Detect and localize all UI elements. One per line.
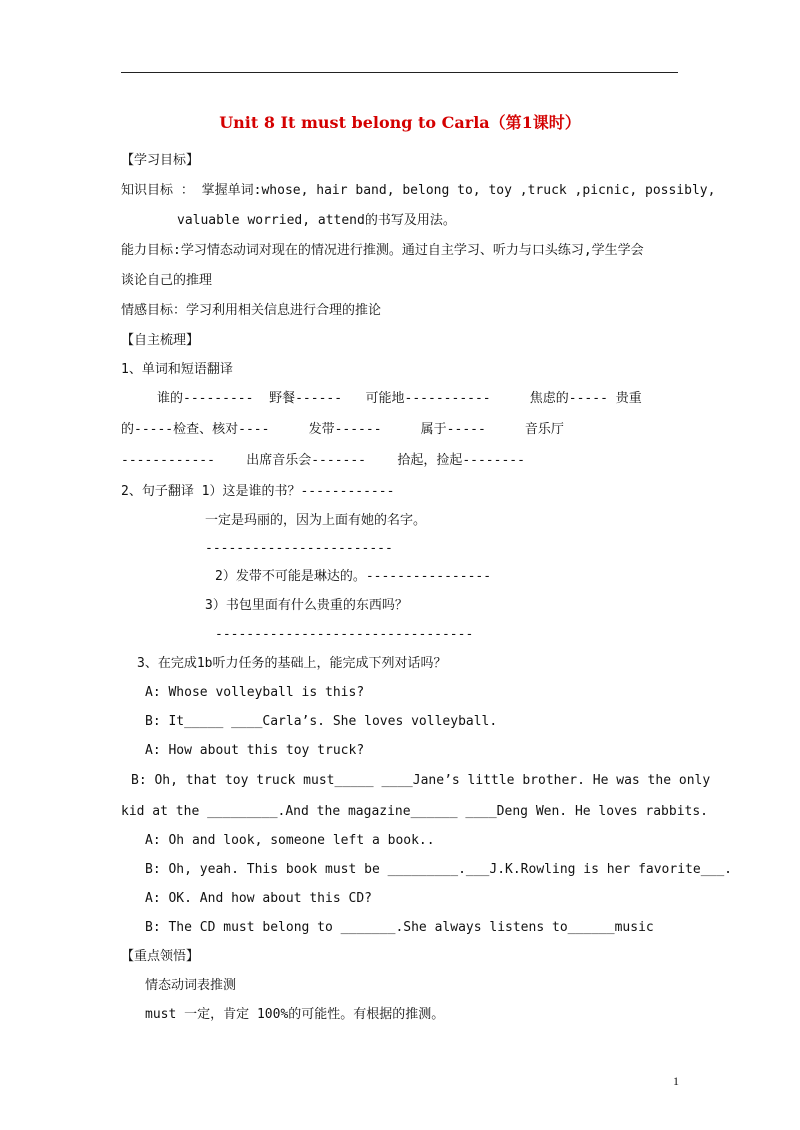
dialogue-line-6: B: Oh, yeah. This book must be _________.___J.K.Rowling is her favorite___.: [145, 862, 732, 877]
header-rule: [121, 72, 678, 73]
dialogue-line-8: B: The CD must belong to _______.She always listens to______music: [145, 920, 654, 935]
key-point-heading: 情态动词表推测: [145, 978, 237, 993]
exercise-2-heading: 2、句子翻译 1）这是谁的书？------------: [121, 484, 395, 499]
objective-emotion: 情感目标：学习利用相关信息进行合理的推论: [121, 303, 382, 318]
section-heading-key-points: 【重点领悟】: [121, 949, 200, 964]
dialogue-line-7: A: OK. And how about this CD?: [145, 891, 372, 906]
vocab-line-3: ------------ 出席音乐会------- 拾起，捡起--------: [121, 453, 525, 468]
sentence-2: 2）发带不可能是琳达的。----------------: [215, 569, 492, 584]
answer-line-3: ---------------------------------: [215, 627, 474, 642]
key-point-must: must 一定，肯定 100%的可能性。有根据的推测。: [145, 1007, 445, 1022]
dialogue-line-4: B: Oh, that toy truck must_____ ____Jane’s little brother. He was the only: [131, 773, 711, 788]
objective-ability: 能力目标:学习情态动词对现在的情况进行推测。通过自主学习、听力与口头练习,学生学会: [121, 243, 644, 258]
dialogue-line-1: A: Whose volleyball is this?: [145, 685, 365, 700]
exercise-1-heading: 1、单词和短语翻译: [121, 362, 233, 377]
sentence-1-cont: 一定是玛丽的，因为上面有她的名字。: [205, 513, 427, 528]
dialogue-line-4-cont: kid at the _________.And the magazine______ ____Deng Wen. He loves rabbits.: [121, 804, 708, 819]
page-number: 1: [673, 1074, 679, 1088]
section-heading-self-study: 【自主梳理】: [121, 333, 200, 348]
vocab-line-2: 的-----检查、核对---- 发带------ 属于----- 音乐厅: [121, 422, 564, 437]
objective-knowledge-cont: valuable worried, attend的书写及用法。: [177, 213, 456, 228]
dialogue-line-2: B: It_____ ____Carla’s. She loves volleyball.: [145, 714, 498, 729]
answer-line-1: ------------------------: [205, 541, 393, 556]
page-title: Unit 8 It must belong to Carla（第1课时）: [219, 113, 581, 132]
dialogue-line-5: A: Oh and look, someone left a book..: [145, 833, 435, 848]
sentence-3: 3）书包里面有什么贵重的东西吗？: [205, 598, 408, 613]
vocab-line-1: 谁的--------- 野餐------ 可能地----------- 焦虑的----- 贵重: [157, 391, 642, 406]
objective-ability-cont: 谈论自己的推理: [121, 273, 213, 288]
objective-knowledge: 知识目标 ： 掌握单词:whose, hair band, belong to, toy ,truck ,picnic, possibly,: [121, 183, 716, 198]
section-heading-objectives: 【学习目标】: [121, 153, 200, 168]
exercise-3-heading: 3、在完成1b听力任务的基础上，能完成下列对话吗？: [137, 656, 447, 671]
dialogue-line-3: A: How about this toy truck?: [145, 743, 365, 758]
